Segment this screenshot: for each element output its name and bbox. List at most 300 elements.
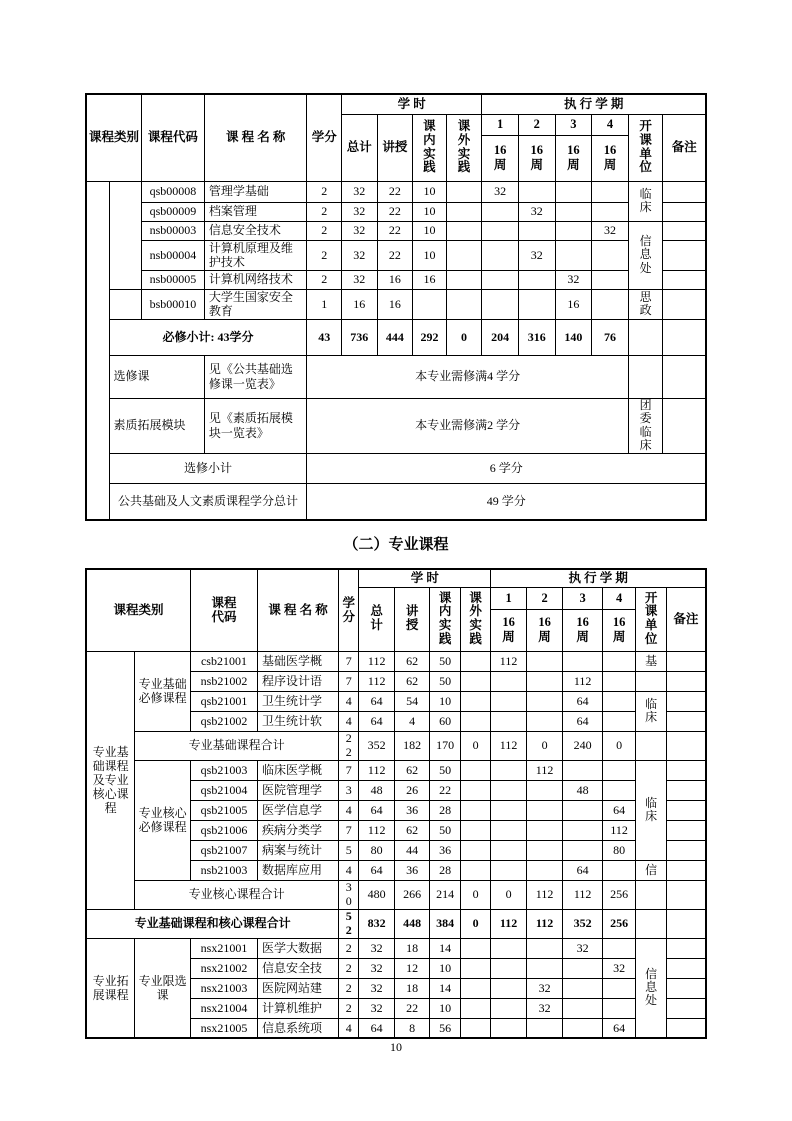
unit-cell: 信息处: [628, 221, 663, 289]
credits: 30: [339, 880, 359, 909]
credits: 7: [339, 671, 359, 691]
sem4-hours: [592, 270, 629, 289]
course-name: 信息系统项: [257, 1018, 338, 1038]
hours-total: 64: [359, 691, 395, 711]
hours-total: 112: [359, 671, 395, 691]
unit-cell: 临床: [636, 691, 666, 731]
elective-subtotal-value: 6 学分: [307, 453, 706, 483]
sem4-hours: [602, 938, 635, 958]
remark-cell: [666, 671, 706, 691]
core-subtotal-label: 专业核心课程合计: [135, 880, 339, 909]
course-code: nsb21003: [191, 860, 258, 880]
credits: 7: [339, 820, 359, 840]
header-hours-total: 总计: [342, 114, 378, 181]
hours-in-practice: 56: [430, 1018, 460, 1038]
remark-cell: [666, 978, 706, 998]
hours-total: 32: [359, 978, 395, 998]
hours-out-practice: [460, 651, 490, 671]
sem4-hours: 80: [602, 840, 635, 860]
header-weeks-4: 16周: [592, 135, 629, 181]
sem2-hours: [518, 181, 555, 202]
course-name: 数据库应用: [257, 860, 338, 880]
sem2-hours: [518, 289, 555, 319]
sem4-hours: 112: [602, 820, 635, 840]
elective-subtotal-label: 选修小计: [109, 453, 307, 483]
sem4-hours: 256: [602, 880, 635, 909]
course-name: 临床医学概: [257, 760, 338, 780]
hours-total: 832: [359, 909, 395, 938]
hours-lecture: 62: [394, 651, 430, 671]
course-row: [86, 181, 706, 202]
hours-total: 64: [359, 711, 395, 731]
sem4-hours: [602, 978, 635, 998]
sem2-hours: [526, 711, 563, 731]
hours-in-practice: 50: [430, 820, 460, 840]
course-name: 医学信息学: [257, 800, 338, 820]
hours-total: 32: [359, 958, 395, 978]
hours-out-practice: 0: [460, 731, 490, 760]
course-name: 医院网站建: [257, 978, 338, 998]
hours-in-practice: 28: [430, 800, 460, 820]
hours-lecture: 12: [394, 958, 430, 978]
course-name: 管理学基础: [204, 181, 307, 202]
elective-label: 选修课: [109, 355, 204, 398]
sem1-hours: [482, 240, 519, 270]
credits: 4: [339, 800, 359, 820]
sem1-hours: 0: [491, 880, 527, 909]
credits: 2: [339, 998, 359, 1018]
sem3-hours: [555, 202, 592, 221]
sem1-hours: [482, 202, 519, 221]
course-code: nsx21005: [191, 1018, 258, 1038]
credits: 2: [339, 938, 359, 958]
hours-lecture: 16: [377, 289, 413, 319]
hours-out-practice: [446, 240, 482, 270]
unit-cell: [628, 319, 663, 355]
unit-cell: [636, 731, 666, 760]
course-code: qsb21003: [191, 760, 258, 780]
sem4-hours: 64: [602, 800, 635, 820]
section-title: （二）专业课程: [343, 537, 449, 553]
unit-cell: 思政: [628, 289, 663, 319]
hours-total: 80: [359, 840, 395, 860]
course-name: 计算机网络技术: [204, 270, 307, 289]
sem1-hours: [491, 780, 527, 800]
header-unit: 开课单位: [628, 114, 663, 181]
header-hours-lecture: 讲授: [377, 114, 413, 181]
elective-reference: 见《公共基础选修课一览表》: [204, 355, 307, 398]
remark-cell: [663, 398, 706, 453]
course-code: csb21001: [191, 651, 258, 671]
sem1-hours: [482, 221, 519, 240]
sem3-hours: 112: [563, 671, 603, 691]
course-code: nsb00003: [142, 221, 205, 240]
sem3-hours: 64: [563, 691, 603, 711]
remark-cell: [666, 651, 706, 671]
subtotal-row: [86, 880, 706, 909]
course-row: [86, 289, 706, 319]
hours-in-practice: 10: [413, 181, 447, 202]
sem4-hours: 32: [592, 221, 629, 240]
category-cell-empty: [86, 181, 109, 520]
course-code: qsb21006: [191, 820, 258, 840]
hours-lecture: 266: [394, 880, 430, 909]
sem1-hours: 112: [491, 651, 527, 671]
header-unit: 开课单位: [636, 587, 666, 651]
sem4-hours: 0: [602, 731, 635, 760]
remark-cell: [666, 840, 706, 860]
header-sem3: 3: [555, 114, 592, 135]
header-semesters: 执 行 学 期: [482, 94, 706, 114]
header-in-practice: 课内实践: [413, 114, 447, 181]
hours-out-practice: [460, 760, 490, 780]
hours-total: 48: [359, 780, 395, 800]
quality-reference: 见《素质拓展模块一览表》: [204, 398, 307, 453]
sem2-hours: 112: [526, 880, 563, 909]
hours-total: 352: [359, 731, 395, 760]
quality-label: 素质拓展模块: [109, 398, 204, 453]
sem3-hours: [563, 958, 603, 978]
header-sem4: 4: [602, 587, 635, 609]
remark-cell: [663, 319, 706, 355]
sem3-hours: [563, 998, 603, 1018]
unit-cell: 基: [636, 651, 666, 671]
sem1-hours: 32: [482, 181, 519, 202]
grand-total-row: [86, 909, 706, 938]
sem4-hours: [602, 711, 635, 731]
hours-in-practice: 50: [430, 651, 460, 671]
hours-lecture: 62: [394, 760, 430, 780]
credits: 2: [339, 978, 359, 998]
sem4-hours: [602, 998, 635, 1018]
unit-cell: 团委临床: [628, 398, 663, 453]
course-row: [86, 760, 706, 780]
hours-out-practice: [460, 820, 490, 840]
header-weeks-2: 16周: [526, 609, 563, 651]
sem2-hours: [518, 270, 555, 289]
course-name: 疾病分类学: [257, 820, 338, 840]
unit-cell: 信息处: [636, 938, 666, 1038]
sem3-hours: 48: [563, 780, 603, 800]
public-basic-courses-table: [85, 93, 707, 521]
sem1-hours: 112: [491, 731, 527, 760]
sem2-hours: [526, 691, 563, 711]
sem1-hours: 112: [491, 909, 527, 938]
header-in-practice: 课内实践: [430, 587, 460, 651]
sem1-hours: [491, 671, 527, 691]
grand-total-label: 公共基础及人文素质课程学分总计: [109, 483, 307, 520]
hours-lecture: 44: [394, 840, 430, 860]
header-weeks-2: 16周: [518, 135, 555, 181]
hours-in-practice: 292: [413, 319, 447, 355]
sem4-hours: [592, 289, 629, 319]
remark-cell: [666, 691, 706, 711]
sem3-hours: [563, 760, 603, 780]
sem2-hours: 32: [526, 998, 563, 1018]
credits: 52: [339, 909, 359, 938]
hours-total: 32: [342, 270, 378, 289]
credits: 4: [339, 691, 359, 711]
hours-in-practice: 10: [430, 998, 460, 1018]
sem3-hours: 240: [563, 731, 603, 760]
course-code: qsb00008: [142, 181, 205, 202]
basic-subtotal-label: 专业基础课程合计: [135, 731, 339, 760]
sem2-hours: [526, 938, 563, 958]
course-name: 卫生统计软: [257, 711, 338, 731]
header-weeks-1: 16周: [491, 609, 527, 651]
header-hours-lecture: 讲授: [394, 587, 430, 651]
sem4-hours: [602, 860, 635, 880]
sem4-hours: [592, 181, 629, 202]
hours-total: 112: [359, 651, 395, 671]
hours-out-practice: [460, 780, 490, 800]
header-sem2: 2: [526, 587, 563, 609]
course-name: 医学大数据: [257, 938, 338, 958]
header-row: [86, 569, 706, 587]
header-sem1: 1: [482, 114, 519, 135]
hours-in-practice: 16: [413, 270, 447, 289]
remark-cell: [663, 202, 706, 221]
credits: 2: [307, 181, 342, 202]
credits: 22: [339, 731, 359, 760]
hours-out-practice: [446, 289, 482, 319]
sem4-hours: [592, 240, 629, 270]
sem1-hours: [491, 978, 527, 998]
hours-lecture: 26: [394, 780, 430, 800]
header-weeks-3: 16周: [563, 609, 603, 651]
course-name: 计算机维护: [257, 998, 338, 1018]
sem1-hours: [491, 840, 527, 860]
hours-lecture: 22: [377, 202, 413, 221]
header-remark: 备注: [663, 114, 706, 181]
header-sem1: 1: [491, 587, 527, 609]
hours-lecture: 36: [394, 860, 430, 880]
hours-in-practice: 14: [430, 978, 460, 998]
credits: 7: [339, 760, 359, 780]
hours-out-practice: [446, 181, 482, 202]
hours-in-practice: 170: [430, 731, 460, 760]
hours-in-practice: 10: [430, 958, 460, 978]
sem1-hours: [491, 760, 527, 780]
sem2-hours: [526, 820, 563, 840]
header-out-practice: 课外实践: [460, 587, 490, 651]
sem3-hours: 32: [555, 270, 592, 289]
remark-cell: [666, 998, 706, 1018]
header-hours-total: 总计: [359, 587, 395, 651]
sem3-hours: 112: [563, 880, 603, 909]
course-row: [86, 938, 706, 958]
remark-cell: [666, 958, 706, 978]
sem2-hours: 316: [518, 319, 555, 355]
hours-lecture: 16: [377, 270, 413, 289]
header-hours: 学 时: [359, 569, 491, 587]
course-name: 卫生统计学: [257, 691, 338, 711]
hours-lecture: 62: [394, 820, 430, 840]
hours-lecture: 18: [394, 938, 430, 958]
remark-cell: [666, 880, 706, 909]
hours-in-practice: [413, 289, 447, 319]
elective-note: 本专业需修满4 学分: [307, 355, 628, 398]
header-sem3: 3: [563, 587, 603, 609]
sem1-hours: [482, 289, 519, 319]
hours-lecture: 62: [394, 671, 430, 691]
remark-cell: [666, 860, 706, 880]
credits: 1: [307, 289, 342, 319]
sem3-hours: [563, 840, 603, 860]
credits: 2: [307, 221, 342, 240]
remark-cell: [666, 909, 706, 938]
credits: 2: [307, 240, 342, 270]
sem1-hours: [491, 711, 527, 731]
sem1-hours: [491, 958, 527, 978]
hours-in-practice: 10: [413, 240, 447, 270]
course-code: nsx21001: [191, 938, 258, 958]
sem4-hours: [592, 202, 629, 221]
hours-lecture: 36: [394, 800, 430, 820]
course-name: 基础医学概: [257, 651, 338, 671]
remark-cell: [666, 938, 706, 958]
sem1-hours: 204: [482, 319, 519, 355]
hours-out-practice: [460, 860, 490, 880]
header-semesters: 执 行 学 期: [491, 569, 706, 587]
header-course-name: 课 程 名 称: [257, 569, 338, 651]
header-credits: 学分: [307, 94, 342, 181]
professional-courses-table: [85, 568, 707, 1039]
credits: 3: [339, 780, 359, 800]
course-code: nsb21002: [191, 671, 258, 691]
header-sem4: 4: [592, 114, 629, 135]
header-weeks-1: 16周: [482, 135, 519, 181]
header-remark: 备注: [666, 587, 706, 651]
course-code: nsb00005: [142, 270, 205, 289]
course-code: nsx21002: [191, 958, 258, 978]
header-category: 课程类别: [86, 94, 142, 181]
sem3-hours: 64: [563, 860, 603, 880]
course-code: nsx21004: [191, 998, 258, 1018]
course-row: [86, 270, 706, 289]
hours-lecture: 54: [394, 691, 430, 711]
sem4-hours: 64: [602, 1018, 635, 1038]
quality-module-row: [86, 398, 706, 453]
sem1-hours: [491, 1018, 527, 1038]
course-name: 病案与统计: [257, 840, 338, 860]
subtotal-label: 必修小计: 43学分: [109, 319, 307, 355]
remark-cell: [666, 731, 706, 760]
remark-cell: [666, 800, 706, 820]
course-name: 程序设计语: [257, 671, 338, 691]
hours-lecture: 444: [377, 319, 413, 355]
credits: 43: [307, 319, 342, 355]
unit-cell: [636, 671, 666, 691]
header-weeks-4: 16周: [602, 609, 635, 651]
sem3-hours: [563, 800, 603, 820]
unit-cell: 信: [636, 860, 666, 880]
sem2-hours: 32: [526, 978, 563, 998]
hours-total: 64: [359, 860, 395, 880]
sem4-hours: 32: [602, 958, 635, 978]
remark-cell: [663, 240, 706, 270]
course-name: 档案管理: [204, 202, 307, 221]
course-row: [86, 202, 706, 221]
hours-total: 112: [359, 820, 395, 840]
elective-subtotal-row: [86, 453, 706, 483]
hours-lecture: 4: [394, 711, 430, 731]
credits: 7: [339, 651, 359, 671]
hours-out-practice: [446, 270, 482, 289]
sem4-hours: [602, 651, 635, 671]
hours-total: 32: [359, 938, 395, 958]
hours-out-practice: [460, 840, 490, 860]
grand-total-label: 专业基础课程和核心课程合计: [86, 909, 339, 938]
course-row: [86, 651, 706, 671]
header-hours: 学 时: [342, 94, 482, 114]
sem2-hours: [526, 651, 563, 671]
unit-cell: [628, 355, 663, 398]
sem2-hours: 32: [518, 240, 555, 270]
course-code: nsx21003: [191, 978, 258, 998]
credits: 4: [339, 1018, 359, 1038]
hours-total: 32: [342, 221, 378, 240]
sem1-hours: [482, 270, 519, 289]
sem2-hours: 0: [526, 731, 563, 760]
hours-in-practice: 14: [430, 938, 460, 958]
unit-cell: [636, 880, 666, 909]
remark-cell: [666, 820, 706, 840]
sem2-hours: [518, 221, 555, 240]
course-name: 计算机原理及维护技术: [204, 240, 307, 270]
hours-lecture: 22: [377, 181, 413, 202]
remark-cell: [663, 270, 706, 289]
subcategory-basic-required: 专业基础必修课程: [135, 651, 191, 731]
header-credits: 学分: [339, 569, 359, 651]
hours-out-practice: [460, 800, 490, 820]
sem4-hours: 256: [602, 909, 635, 938]
header-code: 课程代码: [142, 94, 205, 181]
hours-lecture: 22: [377, 221, 413, 240]
hours-out-practice: [460, 938, 490, 958]
hours-lecture: 18: [394, 978, 430, 998]
sem2-hours: 112: [526, 760, 563, 780]
sem1-hours: [491, 800, 527, 820]
header-row: [86, 94, 706, 114]
hours-lecture: 22: [394, 998, 430, 1018]
hours-out-practice: [460, 691, 490, 711]
header-out-practice: 课外实践: [446, 114, 482, 181]
sem3-hours: [563, 820, 603, 840]
sem4-hours: [602, 691, 635, 711]
remark-cell: [666, 760, 706, 780]
subcategory-cell-empty: [109, 289, 141, 319]
quality-note: 本专业需修满2 学分: [307, 398, 628, 453]
sem2-hours: [526, 1018, 563, 1038]
subtotal-row: [86, 319, 706, 355]
hours-in-practice: 28: [430, 860, 460, 880]
hours-total: 64: [359, 1018, 395, 1038]
sem3-hours: 16: [555, 289, 592, 319]
subcategory-limited-elective: 专业限选课: [135, 938, 191, 1038]
category-expansion: 专业拓展课程: [86, 938, 135, 1038]
credits: 5: [339, 840, 359, 860]
sem4-hours: [602, 760, 635, 780]
course-code: bsb00010: [142, 289, 205, 319]
course-code: nsb00004: [142, 240, 205, 270]
sem2-hours: [526, 860, 563, 880]
hours-total: 32: [359, 998, 395, 1018]
grand-total-value: 49 学分: [307, 483, 706, 520]
hours-out-practice: [446, 202, 482, 221]
sem3-hours: [555, 221, 592, 240]
hours-in-practice: 384: [430, 909, 460, 938]
